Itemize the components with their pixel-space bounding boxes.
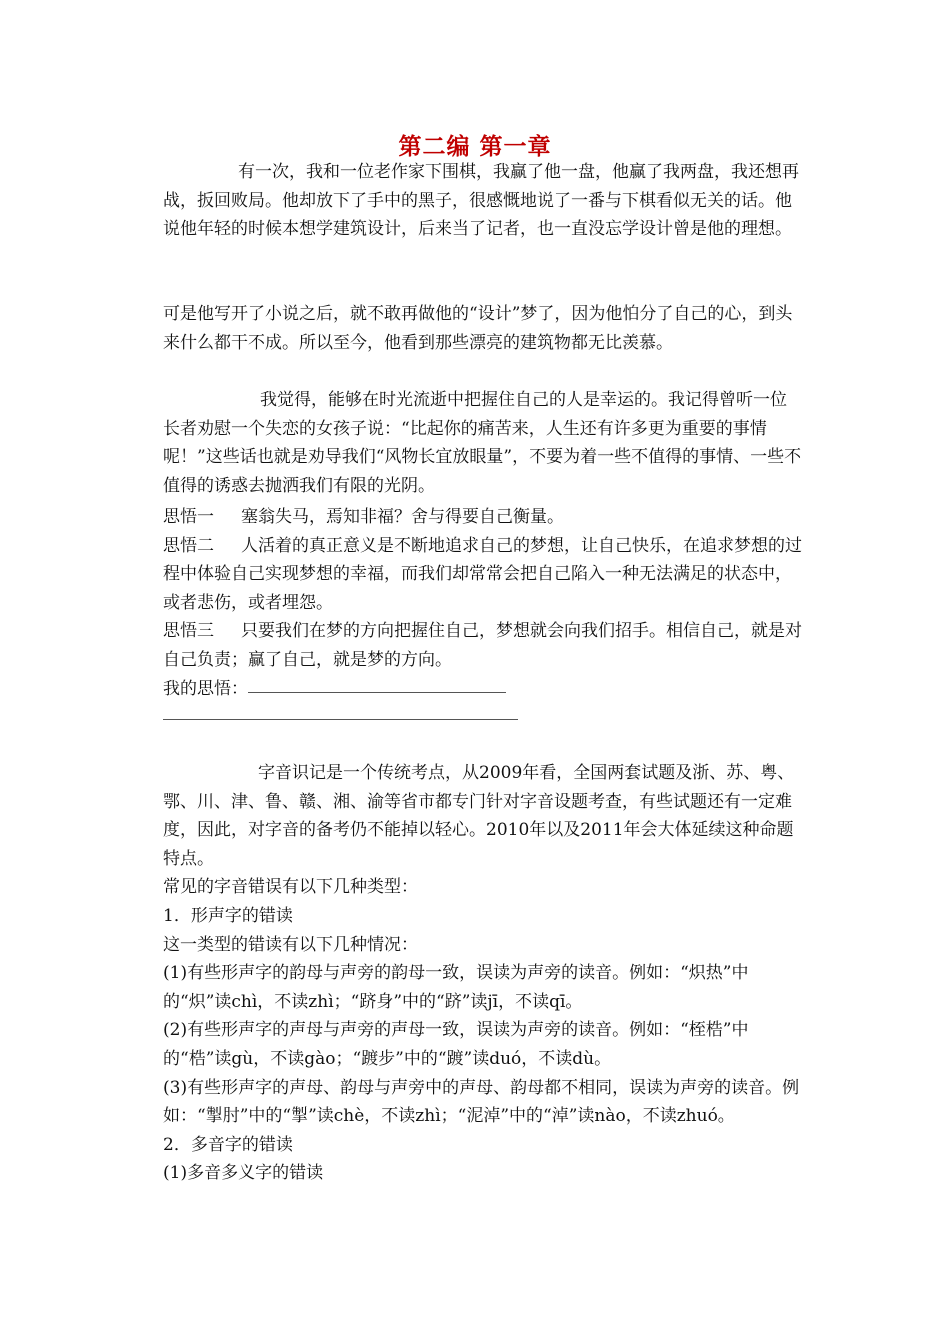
common-errors-heading: 常见的字音错误有以下几种类型： [163,877,418,898]
subheading-1-intro: 这一类型的错读有以下几种情况： [163,934,418,955]
my-reflection-label: 我的思悟： [163,679,248,699]
siwu-list [163,503,803,675]
siwu-label: 思悟三 [163,621,214,642]
subheading-2-item: (1)多音多义字的错读 [163,1163,324,1184]
siwu-item [163,617,803,674]
list-item-2: (2)有些形声字的声母与声旁的声母一致，误读为声旁的读音。例如：“桎梏”中的“梏”读gù，不读gào；“踱步”中的“踱”读duó，不读dù。 [163,1020,749,1069]
siwu-text: 塞翁失马，焉知非福？舍与得要自己衡量。 [241,507,564,527]
answer-blank-line[interactable] [248,691,506,693]
list-item-1: (1)有些形声字的韵母与声旁的韵母一致，误读为声旁的读音。例如：“炽热”中的“炽”读chì，不读zhì；“跻身”中的“跻”读jī，不读qī。 [163,963,749,1012]
siwu-label: 思悟一 [163,507,214,527]
siwu-text: 只要我们在梦的方向把握住自己，梦想就会向我们招手。相信自己，就是对自己负责；赢了自己，就是梦的方向。 [163,621,802,670]
section-intro: 字音识记是一个传统考点，从2009年看，全国两套试题及浙、苏、粤、鄂、川、津、鲁、赣、湘、渝等省市都专门针对字音设题考查，有些试题还有一定难度，因此，对字音的备考仍不能掉以轻心。2010年以及2011年会大体延续这种命题特点。 [163,763,795,869]
paragraph-design-dream: 可是他写开了小说之后，就不敢再做他的“设计”梦了，因为他怕分了自己的心，到头来什么都干不成。所以至今，他看到那些漂亮的建筑物都无比羡慕。 [163,304,793,353]
list-item-3: (3)有些形声字的声母、韵母与声旁中的声母、韵母都不相同，误读为声旁的读音。例如：“掣肘”中的“掣”读chè，不读zhì；“泥淖”中的“淖”读nào，不读zhuó。 [163,1077,800,1127]
paragraph-reflection: 我觉得，能够在时光流逝中把握住自己的人是幸运的。我记得曾听一位长者劝慰一个失恋的女孩子说：“比起你的痛苦来，人生还有许多更为重要的事情呢！”这些话也就是劝导我们“风物长宜放眼量”，不要为着一些不值得的事情、一些不值得的诱惑去抛洒我们有限的光阴。 [163,390,802,496]
subheading-1: 1．形声字的错读 [163,905,293,926]
siwu-text: 人活着的真正意义是不断地追求自己的梦想，让自己快乐，在追求梦想的过程中体验自己实现梦想的幸福，而我们却常常会把自己陷入一种无法满足的状态中，或者悲伤，或者埋怨。 [163,535,802,613]
siwu-item [163,503,803,532]
answer-blank-line-2[interactable] [163,719,518,720]
section-pronunciation [163,759,803,1188]
siwu-label: 思悟二 [163,535,214,556]
my-reflection-row [163,675,803,704]
paragraph-weiqi: 有一次，我和一位老作家下围棋，我赢了他一盘，他赢了我两盘，我还想再战，扳回败局。他却放下了手中的黑子，很感慨地说了一番与下棋看似无关的话。他说他年轻的时候本想学建筑设计，后来当了记者，也一直没忘学设计曾是他的理想。 [163,162,799,240]
siwu-item [163,532,803,618]
page-title: 第二编 第一章 [398,133,552,160]
subheading-2: 2．多音字的错读 [163,1134,293,1155]
